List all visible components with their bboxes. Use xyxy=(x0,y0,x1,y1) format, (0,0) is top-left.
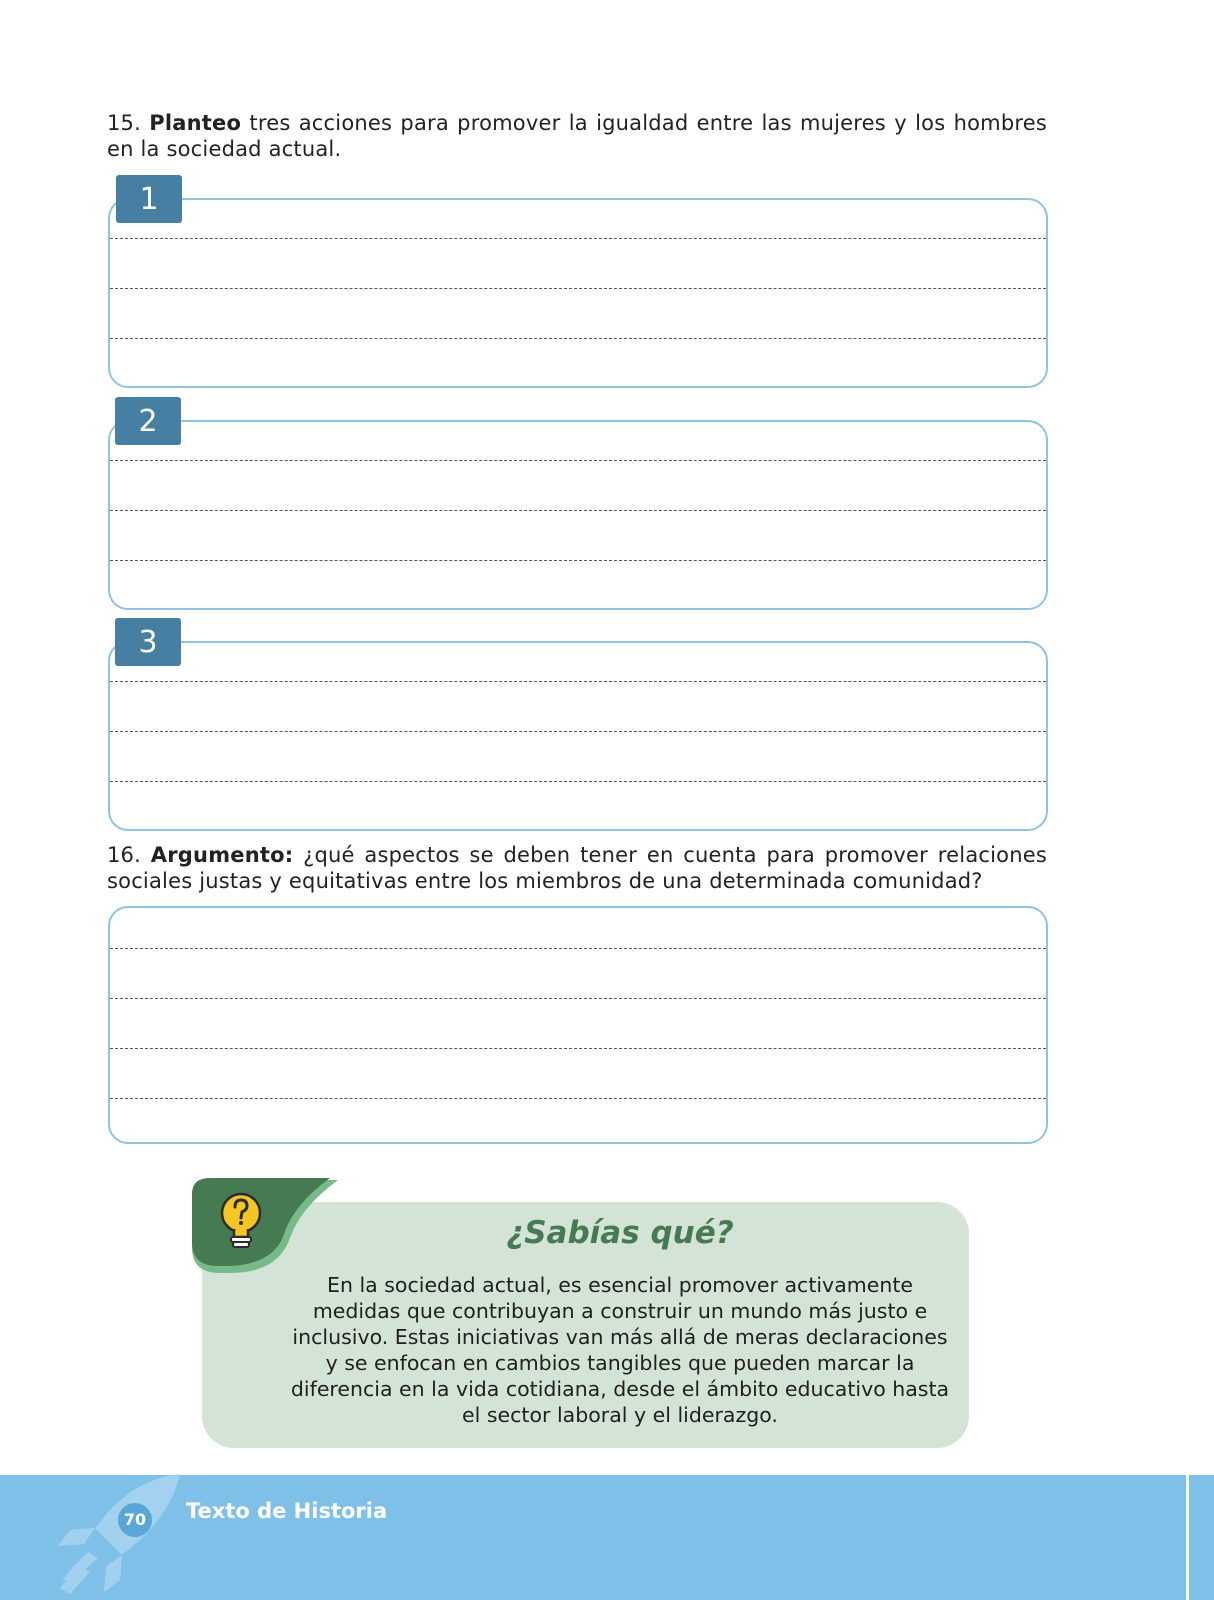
page-number: 70 xyxy=(118,1503,152,1537)
answer-box-1[interactable] xyxy=(108,198,1048,388)
answer-line[interactable] xyxy=(110,681,1046,682)
answer-line[interactable] xyxy=(110,1048,1046,1049)
question-16-text: ¿qué aspectos se deben tener en cuenta para promover relaciones sociales justas y equitativas entre los miembros de una determinada comunidad? xyxy=(107,843,1047,893)
answer-line[interactable] xyxy=(110,560,1046,561)
answer-line[interactable] xyxy=(110,781,1046,782)
question-15 xyxy=(107,110,1047,162)
question-15-text: tres acciones para promover la igualdad entre las mujeres y los hombres en la sociedad actual. xyxy=(107,111,1047,161)
answer-box-16[interactable] xyxy=(108,906,1048,1144)
number-tab-3: 3 xyxy=(115,618,181,666)
answer-line[interactable] xyxy=(110,1098,1046,1099)
answer-line[interactable] xyxy=(110,998,1046,999)
rocket-icon xyxy=(40,1470,190,1600)
lightbulb-question-icon xyxy=(217,1191,265,1253)
answer-box-2[interactable] xyxy=(108,420,1048,610)
number-tab-1: 1 xyxy=(116,175,182,223)
question-16-number: 16. xyxy=(107,843,141,867)
answer-line[interactable] xyxy=(110,460,1046,461)
info-body: En la sociedad actual, es esencial promover activamente medidas que contribuyan a construir un mundo más justo e inclusivo. Estas iniciativas van más allá de meras declaraciones y se enfocan en cambios tangibles que pueden marcar la diferencia en la vida cotidiana, desde el ámbito educativo hasta el sector laboral y el liderazgo. xyxy=(290,1273,950,1427)
number-tab-2: 2 xyxy=(115,397,181,445)
answer-line[interactable] xyxy=(110,338,1046,339)
answer-line[interactable] xyxy=(110,238,1046,239)
footer-separator xyxy=(1186,1475,1189,1600)
answer-line[interactable] xyxy=(110,731,1046,732)
question-15-keyword: Planteo xyxy=(149,111,242,135)
answer-line[interactable] xyxy=(110,948,1046,949)
info-title: ¿Sabías qué? xyxy=(506,1215,734,1251)
question-15-number: 15. xyxy=(107,111,141,135)
question-16-keyword: Argumento: xyxy=(150,843,294,867)
question-16 xyxy=(107,842,1047,894)
answer-line[interactable] xyxy=(110,510,1046,511)
footer-title: Texto de Historia xyxy=(186,1499,388,1523)
answer-line[interactable] xyxy=(110,288,1046,289)
answer-box-3[interactable] xyxy=(108,641,1048,831)
